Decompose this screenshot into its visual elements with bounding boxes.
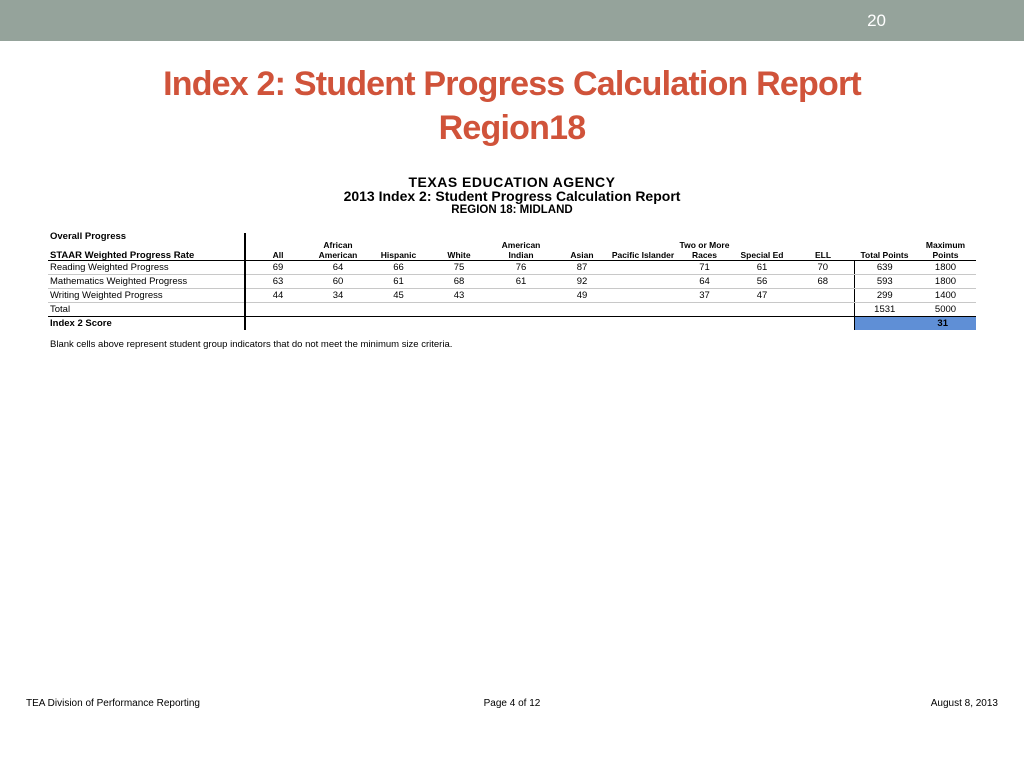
col-american-indian: American Indian bbox=[487, 233, 555, 261]
col-two-or-more-races: Two or More Races bbox=[677, 233, 732, 261]
total-label: Total bbox=[48, 303, 245, 317]
col-total-points: Total Points bbox=[854, 233, 915, 261]
table-cell: 299 bbox=[854, 289, 915, 303]
table-row bbox=[48, 275, 976, 289]
table-cell: 63 bbox=[245, 275, 310, 289]
table-cell: 61 bbox=[732, 261, 792, 275]
table-cell: 1400 bbox=[915, 289, 976, 303]
table-cell bbox=[487, 289, 555, 303]
max-points-value: 5000 bbox=[915, 303, 976, 317]
table-row bbox=[48, 261, 976, 275]
section-label: Overall Progress bbox=[50, 231, 127, 242]
index-score-value: 31 bbox=[915, 317, 976, 331]
table-cell: 69 bbox=[245, 261, 310, 275]
row-label: Mathematics Weighted Progress bbox=[48, 275, 245, 289]
table-cell bbox=[609, 261, 677, 275]
table-cell: 68 bbox=[431, 275, 487, 289]
col-maximum-points: Maximum Points bbox=[915, 233, 976, 261]
col-asian: Asian bbox=[555, 233, 609, 261]
table-cell: 44 bbox=[245, 289, 310, 303]
table-cell: 64 bbox=[677, 275, 732, 289]
table-cell: 87 bbox=[555, 261, 609, 275]
agency-heading: TEXAS EDUCATION AGENCY bbox=[408, 174, 616, 190]
table-cell: 75 bbox=[431, 261, 487, 275]
table-cell: 61 bbox=[487, 275, 555, 289]
table-cell: 37 bbox=[677, 289, 732, 303]
score-label: Index 2 Score bbox=[48, 317, 245, 331]
total-row bbox=[48, 303, 976, 317]
table-cell: 1800 bbox=[915, 261, 976, 275]
table-cell: 639 bbox=[854, 261, 915, 275]
col-african-american: African American bbox=[310, 233, 366, 261]
row-label: Writing Weighted Progress bbox=[48, 289, 245, 303]
footnote: Blank cells above represent student group indicators that do not meet the minimum size criteria. bbox=[50, 339, 453, 350]
footer-left: TEA Division of Performance Reporting bbox=[26, 698, 200, 709]
table-cell: 70 bbox=[792, 261, 854, 275]
col-all: All bbox=[245, 233, 310, 261]
progress-table bbox=[48, 233, 976, 330]
col-pacific-islander: Pacific Islander bbox=[609, 233, 677, 261]
row-label: Reading Weighted Progress bbox=[48, 261, 245, 275]
footer-page: Page 4 of 12 bbox=[483, 698, 541, 709]
report-heading: 2013 Index 2: Student Progress Calculation Report bbox=[343, 188, 681, 204]
slide-title bbox=[0, 62, 1024, 150]
table-cell: 61 bbox=[366, 275, 431, 289]
table-cell: 49 bbox=[555, 289, 609, 303]
table-cell bbox=[792, 289, 854, 303]
table-cell: 47 bbox=[732, 289, 792, 303]
table-cell: 43 bbox=[431, 289, 487, 303]
table-cell: 92 bbox=[555, 275, 609, 289]
score-row bbox=[48, 317, 976, 331]
col-white: White bbox=[431, 233, 487, 261]
table-cell: 60 bbox=[310, 275, 366, 289]
col-hispanic: Hispanic bbox=[366, 233, 431, 261]
table-cell: 56 bbox=[732, 275, 792, 289]
table-cell: 45 bbox=[366, 289, 431, 303]
slide-title-line-2: Region18 bbox=[438, 109, 586, 147]
table-row bbox=[48, 289, 976, 303]
table-cell: 66 bbox=[366, 261, 431, 275]
table-cell bbox=[609, 289, 677, 303]
table-cell: 68 bbox=[792, 275, 854, 289]
table-cell: 1800 bbox=[915, 275, 976, 289]
table-cell: 593 bbox=[854, 275, 915, 289]
slide-title-line-1: Index 2: Student Progress Calculation Report bbox=[163, 65, 861, 103]
table-cell: 76 bbox=[487, 261, 555, 275]
total-points-value: 1531 bbox=[854, 303, 915, 317]
table-cell: 71 bbox=[677, 261, 732, 275]
footer-date: August 8, 2013 bbox=[930, 698, 998, 709]
slide-number: 20 bbox=[867, 11, 886, 30]
table-cell: 64 bbox=[310, 261, 366, 275]
region-heading: REGION 18: MIDLAND bbox=[451, 204, 573, 216]
col-special-ed: Special Ed bbox=[732, 233, 792, 261]
col-ell: ELL bbox=[792, 233, 854, 261]
table-cell bbox=[609, 275, 677, 289]
row-header: STAAR Weighted Progress Rate bbox=[48, 233, 245, 261]
table-cell: 34 bbox=[310, 289, 366, 303]
